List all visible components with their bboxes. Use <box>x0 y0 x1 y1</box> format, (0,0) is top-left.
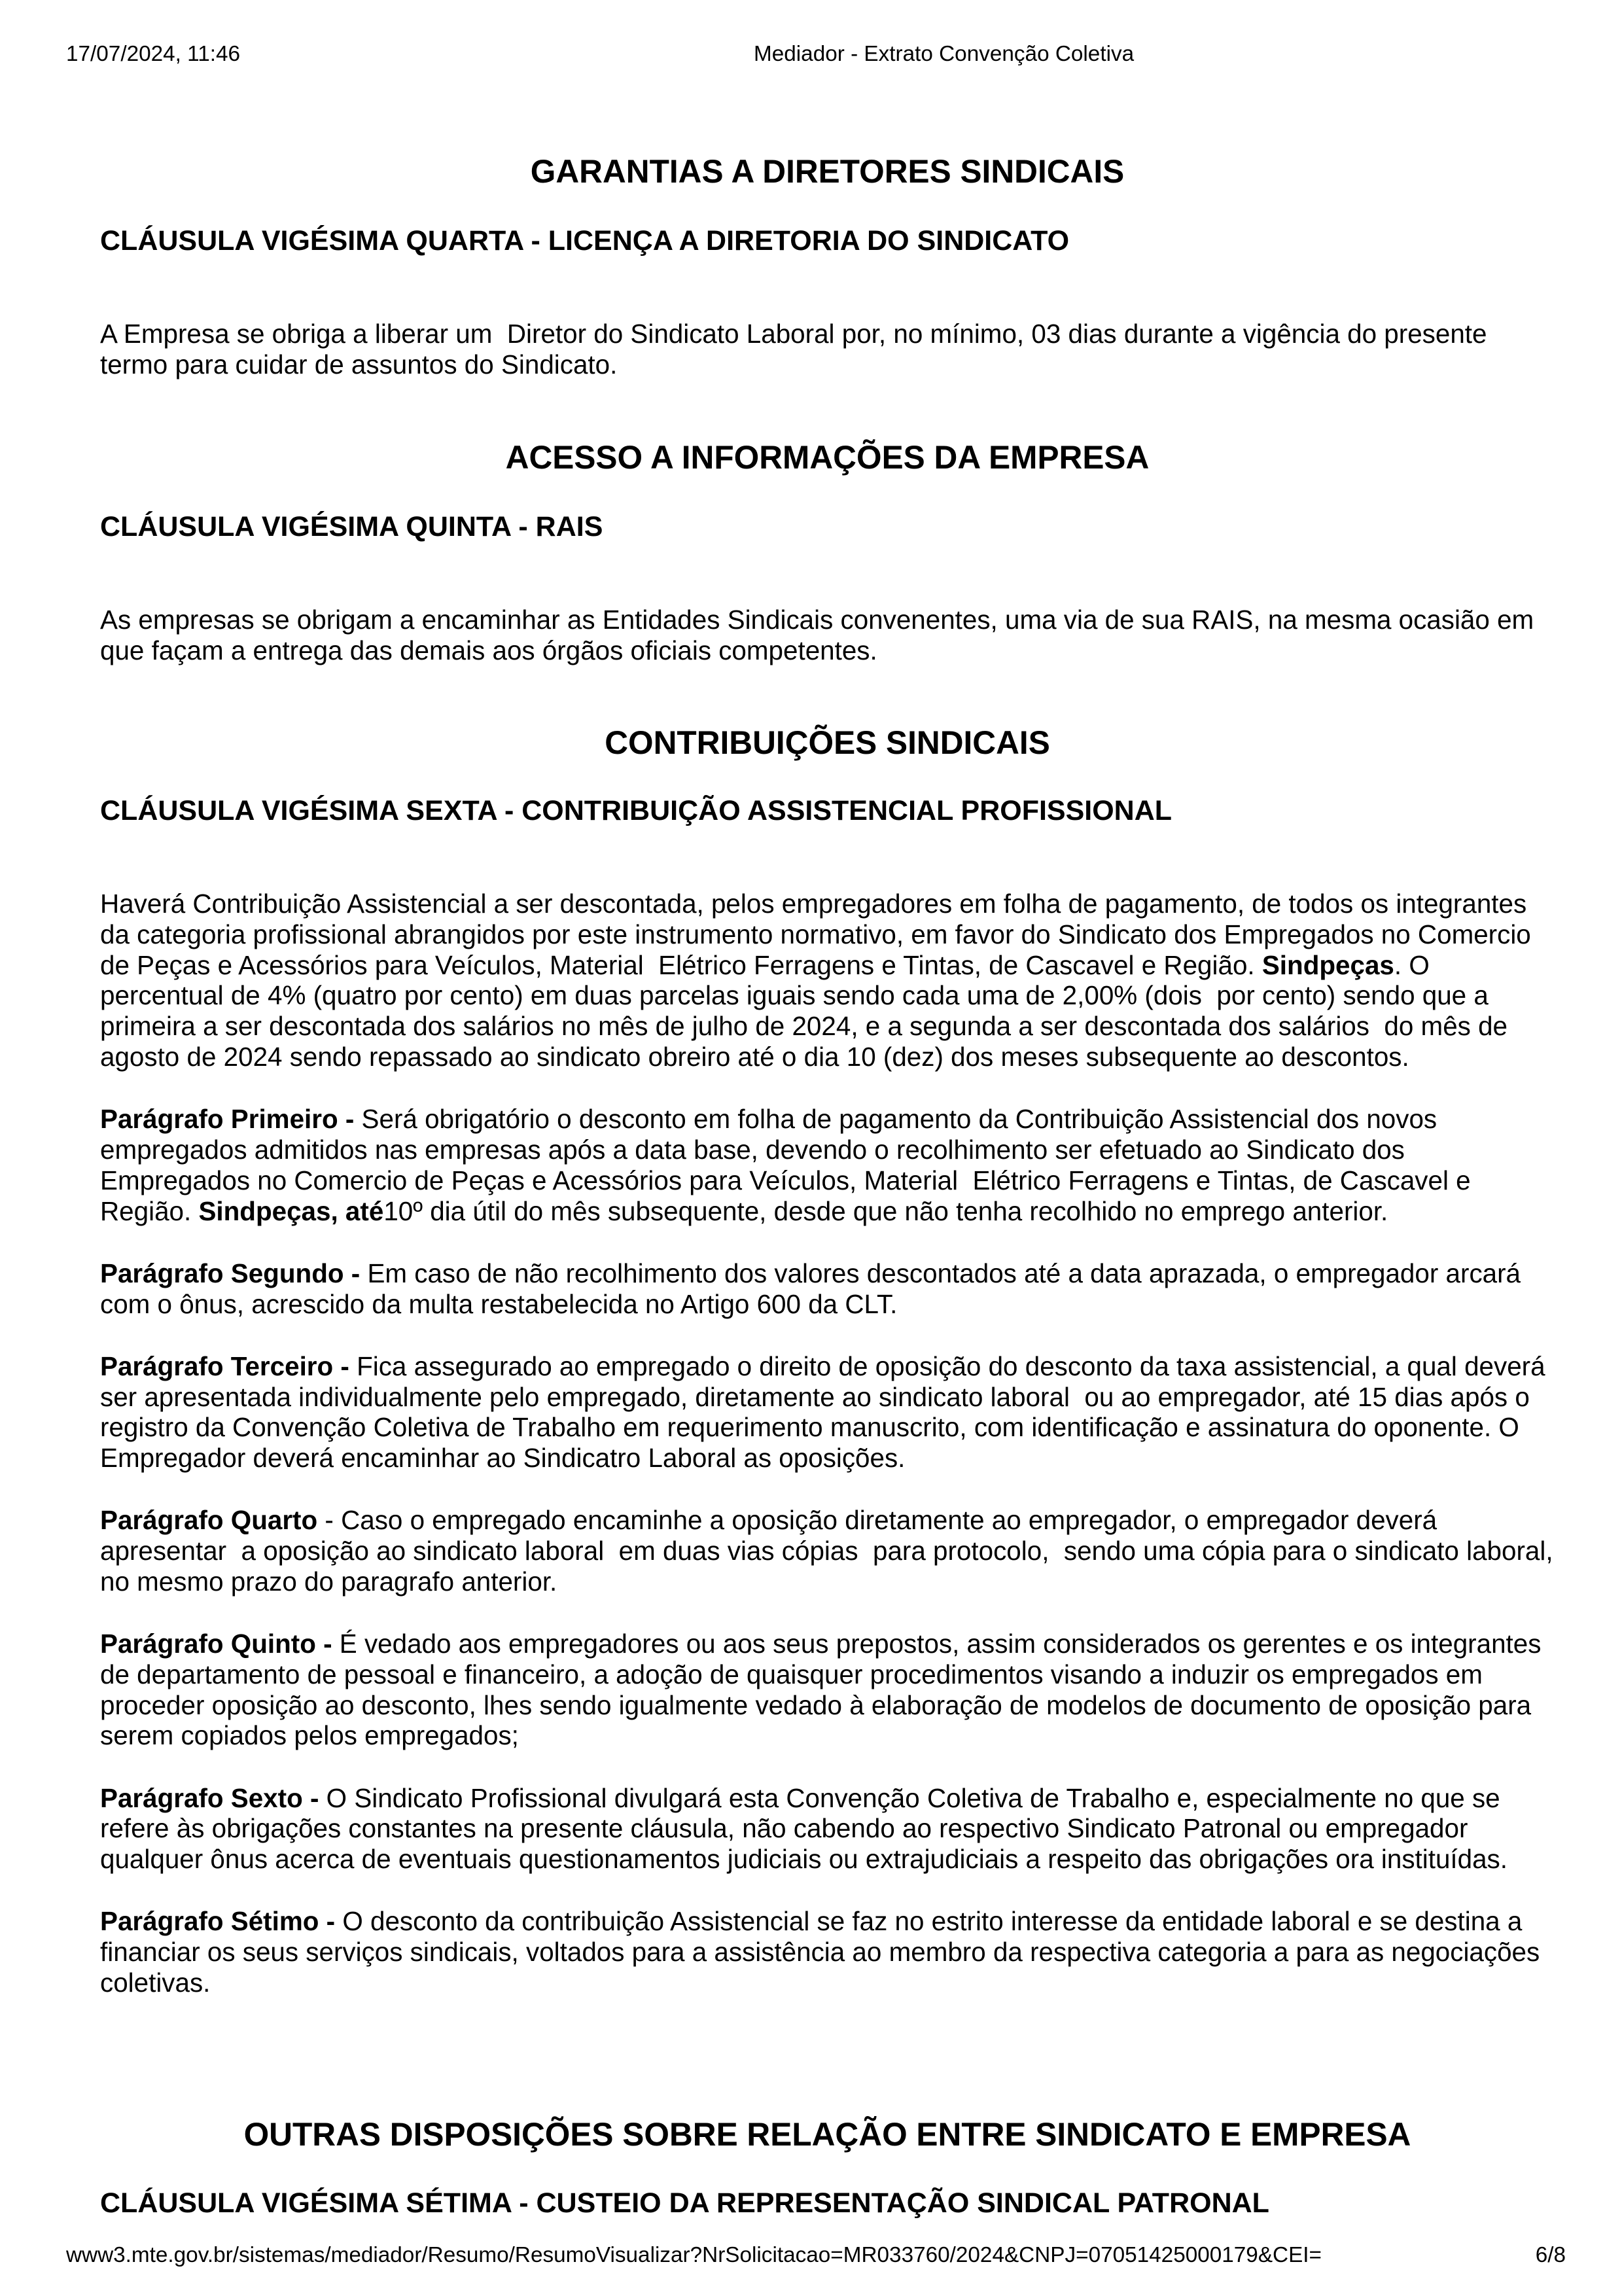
clause-26-body <box>100 889 1560 2030</box>
paragraph-text: Fica assegurado ao empregado o direito de oposição do desconto da taxa assistencial, a qual deverá ser apresentada individualmente pelo empregado, diretamente ao sindicato laboral ou ao empregador, até 15 dias após o registro da Convenção Coletiva de Trabalho em requerimento manuscrito, com identificação e assinatura do oponente. O Empregador deverá encaminhar ao Sindicatro Laboral as oposições. <box>100 1351 1553 1474</box>
paragrafo-sexto <box>100 1783 1555 1875</box>
paragraph-label: Parágrafo Quarto <box>100 1505 318 1536</box>
paragraph-label: Parágrafo Sétimo - <box>100 1906 336 1937</box>
caput-text-continued: . O percentual de 4% (quatro por cento) em duas parcelas iguais sendo cada uma de 2,00% (dois por cento) sendo que a primeira a ser descontada dos salários no mês de julho de 2024, e a segunda a ser descontada dos salários do mês de agosto de 2024 sendo repassado ao sindicato obreiro até o dia 10 (dez) dos meses subsequente ao descontos. <box>100 949 1515 1072</box>
print-datetime: 17/07/2024, 11:46 <box>66 42 241 66</box>
paragrafo-quinto <box>100 1629 1555 1751</box>
paragrafo-primeiro <box>100 1104 1555 1226</box>
section-title-garantias: GARANTIAS A DIRETORES SINDICAIS <box>530 153 1125 190</box>
paragraph-label: Parágrafo Quinto - <box>100 1629 332 1659</box>
clause-heading-27: CLÁUSULA VIGÉSIMA SÉTIMA - CUSTEIO DA REPRESENTAÇÃO SINDICAL PATRONAL <box>100 2187 1269 2219</box>
print-page-title: Mediador - Extrato Convenção Coletiva <box>754 42 1135 66</box>
paragraph-text: O desconto da contribuição Assistencial se faz no estrito interesse da entidade laboral e se destina a financiar os seus serviços sindicais, voltados para a assistência ao membro da respectiva categoria a para as negociações coletivas. <box>100 1906 1547 1998</box>
clause-26-caput <box>100 889 1555 1072</box>
paragraph-label: Parágrafo Sexto - <box>100 1782 319 1813</box>
paragrafo-setimo <box>100 1906 1555 1998</box>
paragraph-text: Em caso de não recolhimento dos valores descontados até a data aprazada, o empregador arcará com o ônus, acrescido da multa restabelecida no Artigo 600 da CLT. <box>100 1258 1528 1319</box>
paragraph-text: - Caso o empregado encaminhe a oposição diretamente ao empregador, o empregador deverá apresentar a oposição ao sindicato laboral em duas vias cópias para protocolo, sendo uma cópia para o sindicato laboral, no mesmo prazo do paragrafo anterior. <box>100 1505 1560 1597</box>
clause-text-25: As empresas se obrigam a encaminhar as Entidades Sindicais convenentes, uma via de sua RAIS, na mesma ocasião em que façam a entrega das demais aos órgãos oficiais competentes. <box>100 605 1542 665</box>
print-page-number: 6/8 <box>1535 2243 1566 2267</box>
clause-heading-26: CLÁUSULA VIGÉSIMA SEXTA - CONTRIBUIÇÃO ASSISTENCIAL PROFISSIONAL <box>100 795 1172 826</box>
section-title-acesso: ACESSO A INFORMAÇÕES DA EMPRESA <box>505 439 1150 476</box>
clause-text-24: A Empresa se obriga a liberar um Diretor do Sindicato Laboral por, no mínimo, 03 dias durante a vigência do presente termo para cuidar de assuntos do Sindicato. <box>100 319 1494 380</box>
paragraph-bold-text: Sindpeças, até <box>198 1195 384 1226</box>
paragraph-text: O Sindicato Profissional divulgará esta Convenção Coletiva de Trabalho e, especialmente no que se refere às obrigações constantes na presente cláusula, não cabendo ao respectivo Sindicato Patronal ou empregador qualquer ônus acerca de eventuais questionamentos judiciais ou extrajudiciais a respeito das obrigações ora instituídas. <box>100 1782 1507 1875</box>
caput-text: Haverá Contribuição Assistencial a ser descontada, pelos empregadores em folha de pagamento, de todos os integrantes da categoria profissional abrangidos por este instrumento normativo, em favor do Sindicato dos Empregados no Comercio de Peças e Acessórios para Veículos, Material Elétrico Ferragens e Tintas, de Cascavel e Região. <box>100 889 1538 980</box>
paragraph-text-continued: 10º dia útil do mês subsequente, desde que não tenha recolhido no emprego anterior. <box>383 1195 1388 1226</box>
clause-heading-25: CLÁUSULA VIGÉSIMA QUINTA - RAIS <box>100 511 603 542</box>
print-footer-url: www3.mte.gov.br/sistemas/mediador/Resumo/ResumoVisualizar?NrSolicitacao=MR033760/2024&CNPJ=07051425000179&CEI= <box>66 2243 1322 2267</box>
paragrafo-segundo <box>100 1258 1555 1320</box>
clause-heading-24: CLÁUSULA VIGÉSIMA QUARTA - LICENÇA A DIRETORIA DO SINDICATO <box>100 225 1070 256</box>
paragrafo-terceiro <box>100 1351 1555 1474</box>
paragraph-label: Parágrafo Terceiro - <box>100 1351 349 1381</box>
paragraph-label: Parágrafo Segundo - <box>100 1258 361 1288</box>
paragraph-text: Será obrigatório o desconto em folha de pagamento da Contribuição Assistencial dos novos empregados admitidos nas empresas após a data base, devendo o recolhimento ser efetuado ao Sindicato dos Empregados no Comercio de Peças e Acessórios para Veículos, Material Elétrico Ferragens e Tintas, de Cascavel e Região. <box>100 1104 1478 1226</box>
paragrafo-quarto <box>100 1505 1560 1597</box>
section-title-outras: OUTRAS DISPOSIÇÕES SOBRE RELAÇÃO ENTRE SINDICATO E EMPRESA <box>243 2116 1411 2153</box>
paragraph-text: É vedado aos empregadores ou aos seus prepostos, assim considerados os gerentes e os integrantes de departamento de pessoal e financeiro, a adoção de quaisquer procedimentos visando a induzir os empregados em proceder oposição ao desconto, lhes sendo igualmente vedado à elaboração de modelos de documento de oposição para serem copiados pelos empregados; <box>100 1629 1549 1751</box>
section-title-contribuicoes: CONTRIBUIÇÕES SINDICAIS <box>605 724 1050 761</box>
caput-bold-text: Sindpeças <box>1261 949 1394 980</box>
paragraph-label: Parágrafo Primeiro - <box>100 1104 355 1135</box>
